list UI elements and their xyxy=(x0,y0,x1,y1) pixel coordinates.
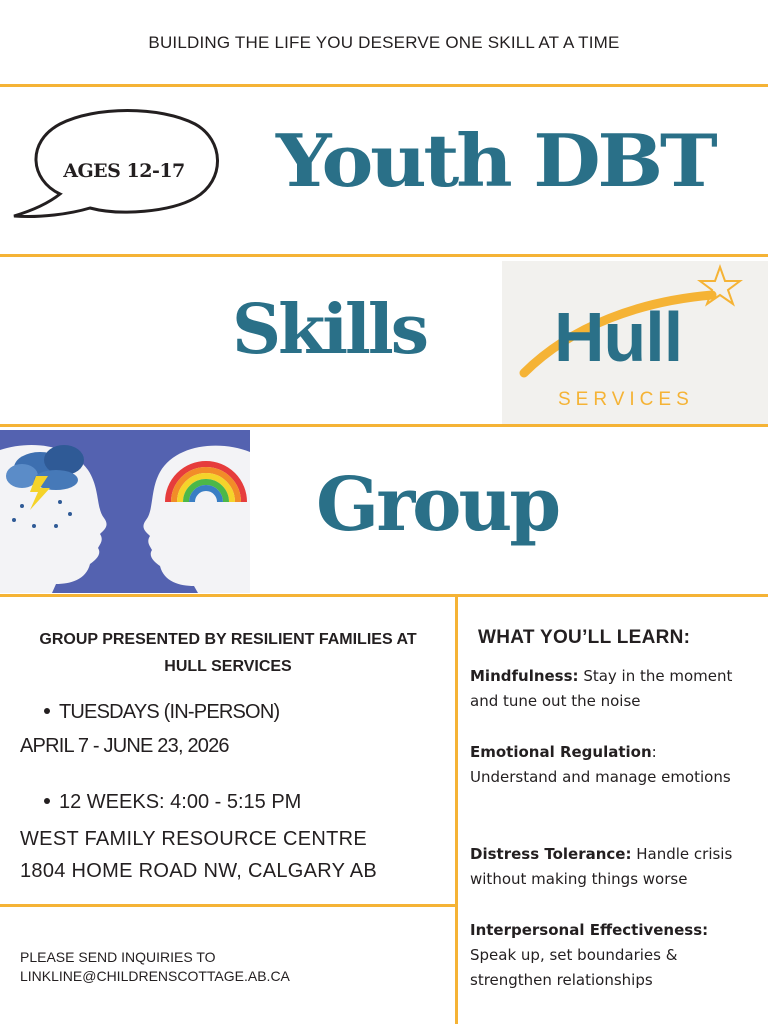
learn-item-text: Speak up, set boundaries & strengthen relationships xyxy=(470,946,678,989)
learn-item-text: Understand and manage emotions xyxy=(470,768,731,786)
learn-item-text: Stay in the moment and tune out the noise xyxy=(470,667,733,710)
learn-item-interpersonal xyxy=(470,918,762,993)
bullet-dot-icon xyxy=(44,708,50,714)
inquiries-email[interactable]: LINKLINE@CHILDRENSCOTTAGE.AB.CA xyxy=(20,968,290,984)
learn-item-distress-tolerance xyxy=(470,842,762,892)
venue-address: 1804 HOME ROAD NW, CALGARY AB xyxy=(20,860,377,882)
divider-inquiries xyxy=(0,904,456,907)
inquiries-label: PLEASE SEND INQUIRIES TO xyxy=(20,949,216,965)
bullet-day xyxy=(44,701,279,724)
inquiries-block xyxy=(20,948,290,986)
logo-services: SERVICES xyxy=(558,389,694,410)
presented-by: GROUP PRESENTED BY RESILIENT FAMILIES AT HULL SERVICES xyxy=(39,631,417,675)
dates-text: APRIL 7 - JUNE 23, 2026 xyxy=(20,735,229,757)
bullet-dot-icon xyxy=(44,798,50,804)
tagline: BUILDING THE LIFE YOU DESERVE ONE SKILL AT A TIME xyxy=(148,33,620,52)
divider-top xyxy=(0,84,768,87)
hull-logo xyxy=(502,261,768,424)
divider-4 xyxy=(0,594,768,597)
ages-label: AGES 12-17 xyxy=(63,160,185,182)
divider-3 xyxy=(0,424,768,427)
duration-text: 12 WEEKS: 4:00 - 5:15 PM xyxy=(59,791,302,813)
title-line-3: Group xyxy=(316,462,559,548)
divider-2 xyxy=(0,254,768,257)
learn-item-mindfulness xyxy=(470,664,762,714)
learn-heading: WHAT YOU’LL LEARN: xyxy=(478,627,691,648)
learn-item-label: Emotional Regulation xyxy=(470,743,652,761)
day-text: TUESDAYS (IN-PERSON) xyxy=(59,701,280,723)
learn-item-label: Mindfulness: xyxy=(470,667,579,685)
two-heads-storm-rainbow-icon xyxy=(0,430,250,593)
column-divider xyxy=(455,594,458,1024)
logo-wordmark: Hull xyxy=(554,298,683,376)
bullet-duration xyxy=(44,791,301,814)
learn-item-sep: : xyxy=(651,743,657,761)
title-line-2: Skills xyxy=(232,290,427,370)
learn-item-text: Handle crisis without making things worse xyxy=(470,845,733,888)
venue-block xyxy=(20,823,377,887)
title-line-1: Youth DBT xyxy=(276,118,715,203)
learn-item-label: Interpersonal Effectiveness: xyxy=(470,921,709,939)
learn-item-emotional-regulation xyxy=(470,740,762,790)
learn-item-label: Distress Tolerance: xyxy=(470,845,632,863)
venue-name: WEST FAMILY RESOURCE CENTRE xyxy=(20,828,368,850)
